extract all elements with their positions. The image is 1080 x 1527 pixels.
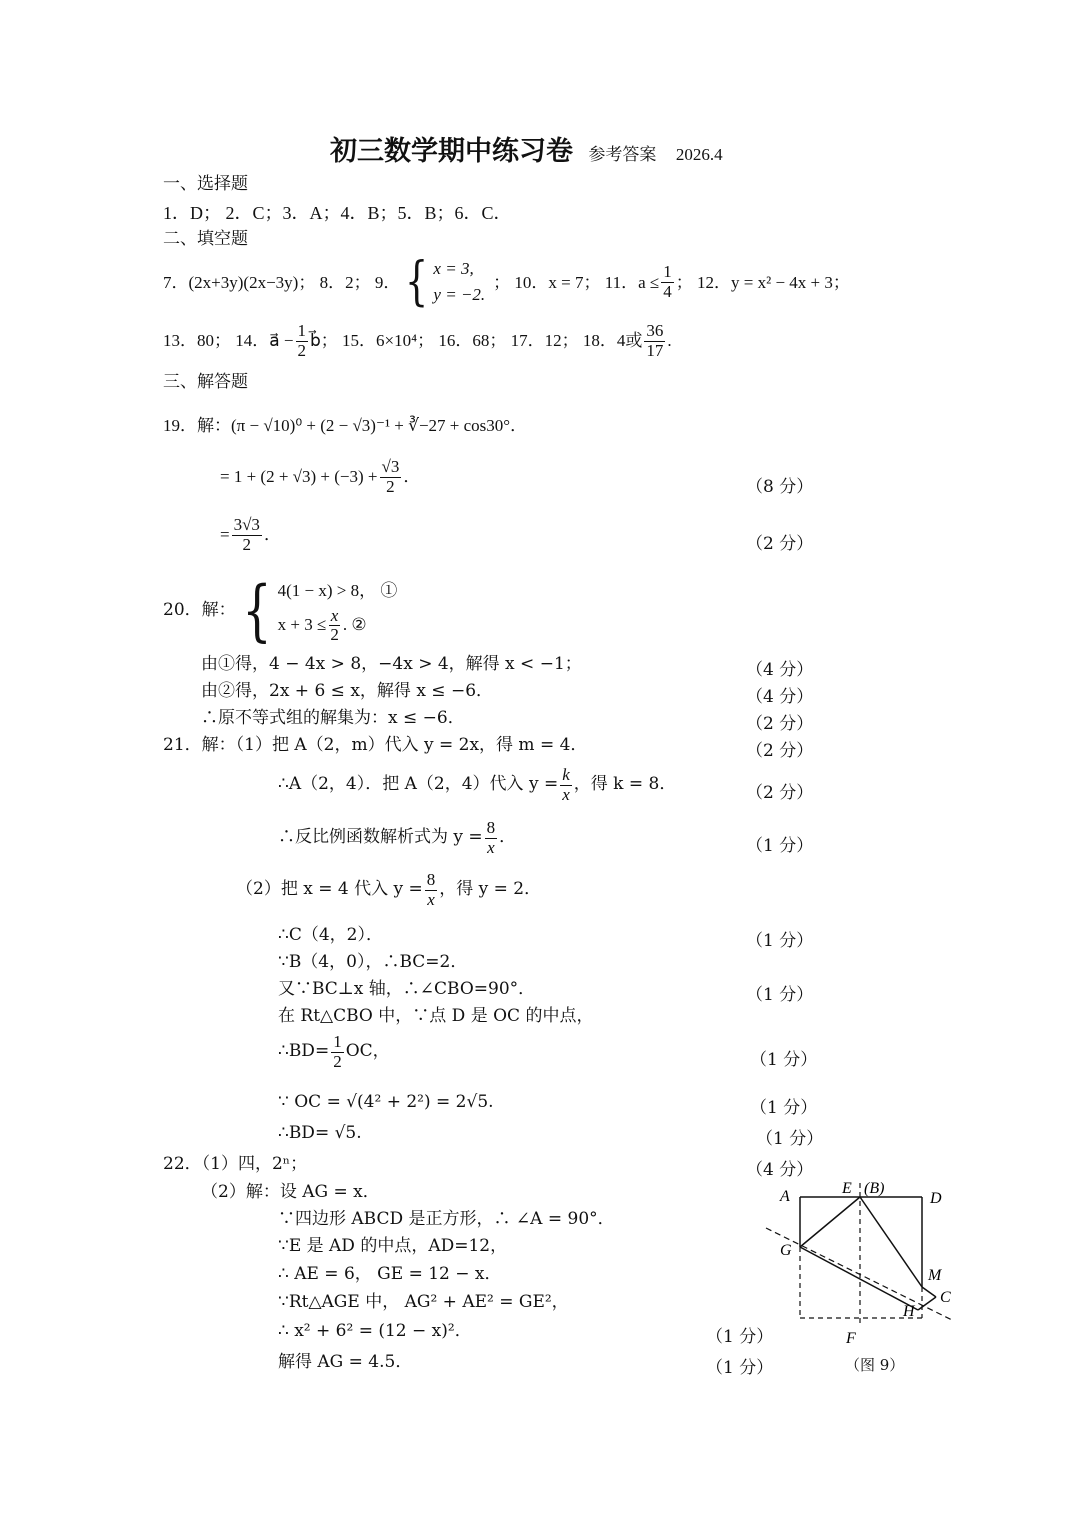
q21-line-6: ∵B（4，0），∴BC=2． bbox=[278, 952, 468, 972]
q21-line-3-b: ． bbox=[499, 827, 517, 848]
q22-line-4: ∵E 是 AD 的中点，AD=12， bbox=[278, 1236, 508, 1256]
q22-line-1: 22．（1）四，2ⁿ； bbox=[163, 1154, 308, 1174]
q19-l3-numerator: 3√3 bbox=[233, 515, 260, 534]
section-heading-solve: 三、解答题 bbox=[163, 372, 248, 392]
q21-line-1: 21．解：（1）把 A（2，m）代入 y = 2x，得 m = 4． bbox=[163, 735, 588, 755]
section-heading-fill: 二、填空题 bbox=[163, 229, 248, 249]
q21-line-2-b: ，得 k = 8． bbox=[573, 774, 677, 795]
section-heading-choice: 一、选择题 bbox=[163, 174, 248, 194]
q20-line-2: 由②得，2x + 6 ≤ x，解得 x ≤ −6． bbox=[201, 681, 494, 701]
q22-score-8: （1 分） bbox=[706, 1358, 774, 1378]
q21-l9-denominator: 2 bbox=[333, 1051, 342, 1071]
q21-line-2 bbox=[278, 766, 676, 804]
q19-line-1: 19．解：(π − √10)⁰ + (2 − √3)⁻¹ + ∛−27 + cos30°． bbox=[163, 416, 528, 435]
q21-line-10: ∵ OC = √(4² + 2²) = 2√5. bbox=[278, 1092, 494, 1112]
fill-q14-q18: b⃗； 15．6×10⁴； 16．68； 17．12； 18．4或 bbox=[310, 331, 643, 351]
q20-score-2: （4 分） bbox=[746, 687, 814, 707]
label-G: G bbox=[780, 1242, 792, 1259]
q11-numerator: 1 bbox=[663, 262, 672, 282]
q21-score-5: （1 分） bbox=[746, 931, 814, 951]
figure-caption: （图 9） bbox=[845, 1356, 905, 1374]
label-E: E bbox=[842, 1180, 852, 1197]
fill-q10-q11: ； 10．x = 7； 11．a ≤ bbox=[493, 272, 660, 292]
brace-icon: { bbox=[405, 251, 429, 312]
q20-system bbox=[163, 571, 398, 649]
q19-line-3: = $\frac{3√3}{2}$ ． bbox=[220, 515, 281, 554]
q19-l2-denominator: 2 bbox=[386, 476, 395, 496]
q20-score-1: （4 分） bbox=[746, 660, 814, 680]
choice-answers: 1．D； 2．C；3．A；4．B；5．B；6．C． bbox=[163, 203, 512, 223]
page-subtitle: 参考答案 bbox=[588, 145, 657, 165]
q19-line-2-end: ． bbox=[403, 467, 421, 487]
q21-score-11: （1 分） bbox=[756, 1129, 824, 1149]
q20-label: 20．解： bbox=[163, 599, 236, 620]
q21-line-4-a: （2）把 x = 4 代入 y = bbox=[236, 879, 423, 900]
q21-score-7: （1 分） bbox=[746, 985, 814, 1005]
label-M: M bbox=[928, 1267, 942, 1284]
q20-ineq2-left: x + 3 ≤ bbox=[277, 615, 327, 635]
q20-ineq2-end: . ② bbox=[342, 615, 367, 635]
fill-q12: ； 12．y = x² − 4x + 3； bbox=[675, 272, 850, 292]
q21-score-2: （2 分） bbox=[746, 783, 814, 803]
geometry-figure bbox=[760, 1175, 960, 1375]
label-C: C bbox=[940, 1289, 951, 1306]
q21-line-9-a: ∴BD= bbox=[278, 1041, 330, 1062]
q9-eq2: y = −2. bbox=[433, 285, 486, 305]
q9-eq1: x = 3, bbox=[433, 259, 474, 278]
q18-numerator: 36 bbox=[646, 321, 664, 340]
q21-line-3 bbox=[278, 819, 516, 857]
q21-line-3-a: ∴反比例函数解析式为 y = bbox=[278, 827, 483, 848]
q21-l2-denominator: x bbox=[562, 784, 570, 804]
q19-score-2: （2 分） bbox=[746, 534, 814, 554]
q21-line-4-b: ，得 y = 2． bbox=[439, 879, 542, 900]
q21-score-10: （1 分） bbox=[750, 1098, 818, 1118]
label-B: (B) bbox=[864, 1180, 885, 1197]
q20-line-1: 由①得，4 − 4x > 8，−4x > 4，解得 x < −1； bbox=[201, 654, 582, 674]
q21-l3-denominator: x bbox=[487, 837, 495, 857]
q21-score-9: （1 分） bbox=[750, 1050, 818, 1070]
q21-line-7: 又∵BC⊥x 轴，∴∠CBO=90°． bbox=[278, 979, 536, 999]
q21-score-3: （1 分） bbox=[746, 836, 814, 856]
q22-score-7: （1 分） bbox=[706, 1327, 774, 1347]
q14-numerator: 1 bbox=[297, 321, 307, 340]
q14-denominator: 2 bbox=[297, 340, 307, 360]
q21-l4-denominator: x bbox=[427, 889, 435, 909]
page-title-row bbox=[330, 136, 723, 167]
q21-line-11: ∴BD= √5. bbox=[278, 1123, 362, 1143]
q21-line-4 bbox=[236, 871, 541, 909]
q22-line-2: （2）解：设 AG = x． bbox=[201, 1182, 380, 1202]
q22-line-5: ∴ AE = 6， GE = 12 − x． bbox=[278, 1264, 502, 1284]
q19-l3-denominator: 2 bbox=[242, 534, 252, 554]
label-F: F bbox=[846, 1330, 856, 1347]
q19-line-2 bbox=[220, 458, 420, 496]
q21-line-9 bbox=[278, 1033, 390, 1071]
q18-denominator: 17 bbox=[646, 340, 664, 360]
q19-l2-numerator: √3 bbox=[381, 457, 400, 476]
q22-line-7: ∴ x² + 6² = (12 − x)²． bbox=[278, 1321, 472, 1341]
q20-ineq1: 4(1 − x) > 8， ① bbox=[277, 581, 398, 600]
q21-line-5: ∴C（4，2）． bbox=[278, 925, 383, 945]
page-date: 2026.4 bbox=[675, 145, 723, 164]
fill-row-2 bbox=[163, 322, 672, 360]
q19-score-1: （8 分） bbox=[746, 477, 814, 497]
q21-line-9-b: OC， bbox=[345, 1041, 390, 1062]
q20-ineq2-numerator: x bbox=[330, 605, 339, 625]
q22-score-1: （4 分） bbox=[746, 1160, 814, 1180]
q22-line-3: ∵四边形 ABCD 是正方形，∴ ∠A = 90°． bbox=[278, 1209, 615, 1229]
brace-icon: { bbox=[241, 571, 272, 649]
q20-line-3: ∴原不等式组的解集为：x ≤ −6． bbox=[201, 708, 465, 728]
fill-q13-q14: 13．80； 14．a⃗ − bbox=[163, 331, 294, 351]
label-D: D bbox=[930, 1190, 942, 1207]
q21-score-1: （2 分） bbox=[746, 741, 814, 761]
q21-l9-numerator: 1 bbox=[333, 1032, 342, 1051]
label-A: A bbox=[780, 1188, 790, 1205]
q22-line-6: ∵Rt△AGE 中， AG² + AE² = GE²， bbox=[278, 1292, 569, 1312]
q21-l3-numerator: 8 bbox=[486, 818, 496, 837]
fill-q7-q9: 7．(2x+3y)(2x−3y)； 8．2； 9． bbox=[163, 272, 401, 292]
q21-l2-numerator: k bbox=[562, 765, 570, 784]
page-title: 初三数学期中练习卷 bbox=[330, 136, 573, 167]
q19-line-2-expr: = 1 + (2 + √3) + (−3) + bbox=[220, 467, 378, 487]
q21-line-8: 在 Rt△CBO 中，∵点 D 是 OC 的中点， bbox=[278, 1006, 594, 1026]
q21-line-2-a: ∴A（2，4）．把 A（2，4）代入 y = bbox=[278, 774, 559, 795]
q22-line-8: 解得 AG = 4.5． bbox=[278, 1352, 413, 1372]
q20-ineq2-denominator: 2 bbox=[330, 625, 339, 645]
label-H: H bbox=[903, 1303, 915, 1320]
q20-score-3: （2 分） bbox=[746, 714, 814, 734]
q21-l4-numerator: 8 bbox=[426, 870, 436, 889]
fill-row-1 bbox=[163, 251, 850, 312]
q18-end: . bbox=[667, 331, 672, 351]
q11-denominator: 4 bbox=[663, 281, 672, 301]
